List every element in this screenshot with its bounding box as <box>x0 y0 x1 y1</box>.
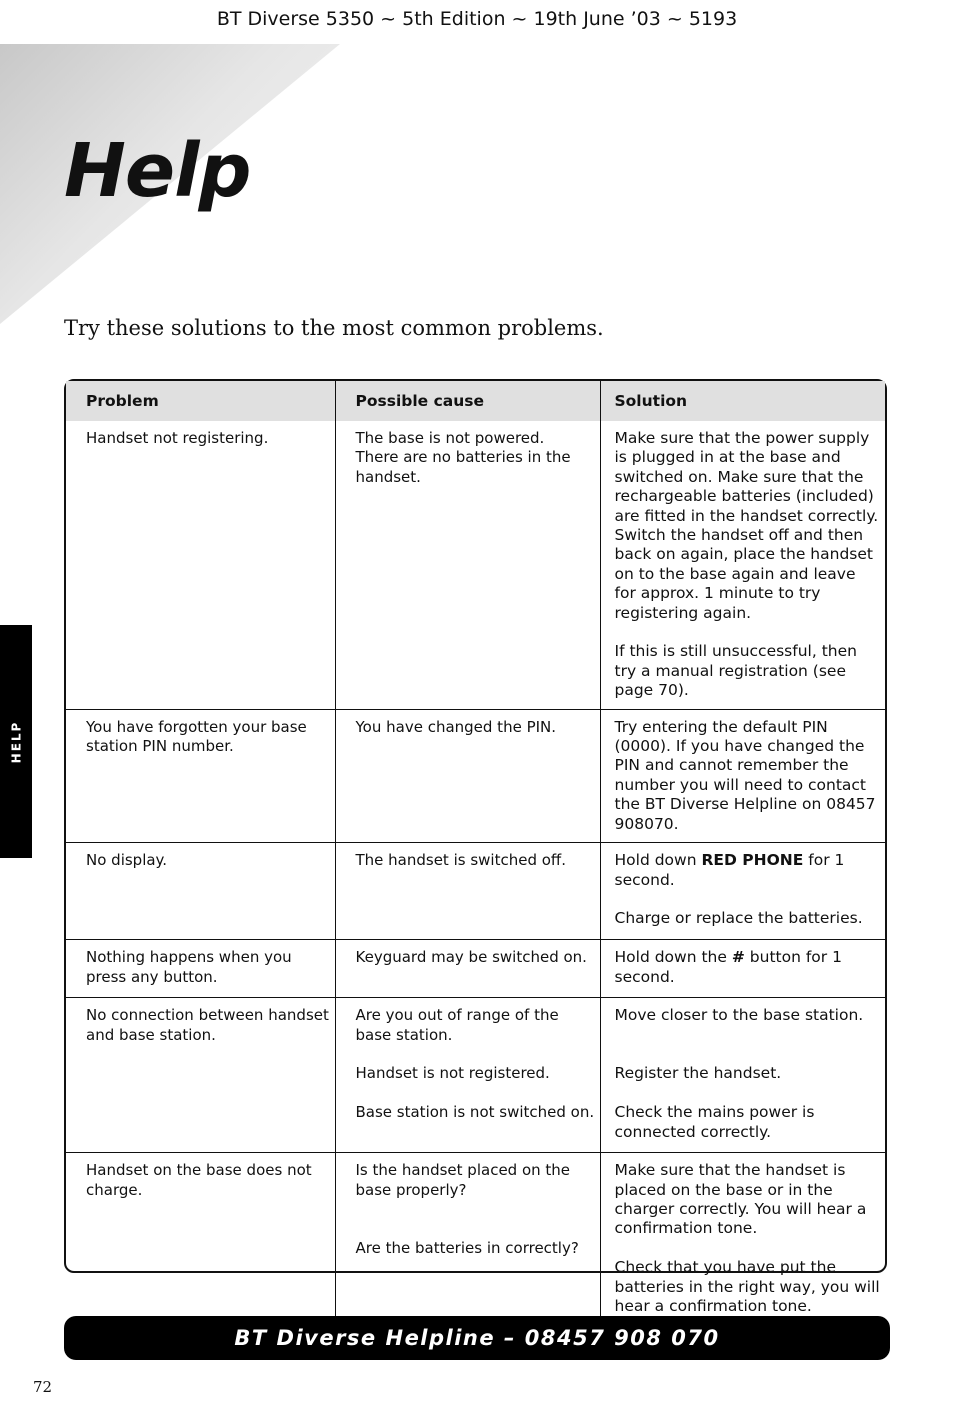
header-possible-cause: Possible cause <box>335 381 600 421</box>
solution-text: Hold down the <box>614 948 727 967</box>
table-row <box>66 709 885 842</box>
solution-text: Make sure that the power supply is plugged in at the base and switched on. Make sure that the rechargeable batteries (included) are fitted in the handset correctly. Switch the handset off and then back on again, place the handset on to the base again and leave for approx. 1 minute to try registering again. <box>614 429 879 622</box>
troubleshooting-table <box>64 379 887 1315</box>
cause-cell <box>335 998 600 1153</box>
side-tab-label: HELP <box>9 720 23 763</box>
solution-text: Move closer to the base station. <box>614 1006 864 1025</box>
intro-text: Try these solutions to the most common problems. <box>64 316 604 340</box>
table-row <box>66 998 885 1153</box>
solution-cell <box>600 421 885 709</box>
table-row <box>66 940 885 998</box>
cause-text: Is the handset placed on the base properly? <box>355 1161 571 1199</box>
table-row <box>66 843 885 940</box>
helpline-text: BT Diverse Helpline – 08457 908 070 <box>234 1326 720 1350</box>
solution-text: Make sure that the handset is placed on the base or in the charger correctly. You will hear a confirmation tone. <box>614 1161 867 1238</box>
solution-cell <box>600 940 885 998</box>
red-phone-key-label: RED PHONE <box>701 851 804 870</box>
solution-text: Check that you have put the batteries in the right way, you will hear a confirmation tone. <box>614 1258 880 1315</box>
problem-cell: You have forgotten your base station PIN number. <box>66 709 335 842</box>
table-row <box>66 1153 885 1325</box>
solution-text: button for 1 second. <box>614 948 842 986</box>
solution-text: for 1 second. <box>614 851 845 889</box>
cause-text: Are the batteries in correctly? <box>355 1238 579 1257</box>
solution-cell: Try entering the default PIN (0000). If you have changed the PIN and cannot remember the number you will need to contact the BT Diverse Helpline on 08457 908070. <box>600 709 885 842</box>
problem-cell: Nothing happens when you press any button. <box>66 940 335 998</box>
solution-text: Check the mains power is connected correctly. <box>614 1103 815 1141</box>
page-title: Help <box>64 128 251 214</box>
document-header: BT Diverse 5350 ~ 5th Edition ~ 19th June ’03 ~ 5193 <box>216 8 738 30</box>
solution-cell <box>600 1153 885 1325</box>
cause-cell: The handset is switched off. <box>335 843 600 940</box>
hash-key-icon: # <box>731 948 745 967</box>
cause-text: Are you out of range of the base station. <box>355 1006 559 1044</box>
cause-cell <box>335 1153 600 1325</box>
table-row <box>66 421 885 709</box>
cause-text: Handset is not registered. <box>355 1064 550 1083</box>
solution-text: Charge or replace the batteries. <box>614 909 863 928</box>
section-side-tab <box>0 625 32 858</box>
problem-cell: No display. <box>66 843 335 940</box>
cause-cell: You have changed the PIN. <box>335 709 600 842</box>
cause-cell: Keyguard may be switched on. <box>335 940 600 998</box>
solution-text: Register the handset. <box>614 1064 782 1083</box>
cause-text: Base station is not switched on. <box>355 1103 595 1122</box>
problem-cell: No connection between handset and base station. <box>66 998 335 1153</box>
cause-text: There are no batteries in the handset. <box>355 448 571 486</box>
cause-text: The base is not powered. <box>355 429 545 447</box>
problem-cell: Handset on the base does not charge. <box>66 1153 335 1325</box>
solution-cell <box>600 843 885 940</box>
problem-cell: Handset not registering. <box>86 429 269 447</box>
page-number: 72 <box>33 1378 53 1396</box>
solution-cell <box>600 998 885 1153</box>
cause-cell <box>335 421 600 709</box>
helpline-banner <box>64 1316 890 1360</box>
header-solution: Solution <box>600 381 885 421</box>
solution-text: If this is still unsuccessful, then try a manual registration (see page 70). <box>614 642 857 700</box>
header-problem: Problem <box>66 381 335 421</box>
solution-text: Hold down <box>614 851 697 870</box>
